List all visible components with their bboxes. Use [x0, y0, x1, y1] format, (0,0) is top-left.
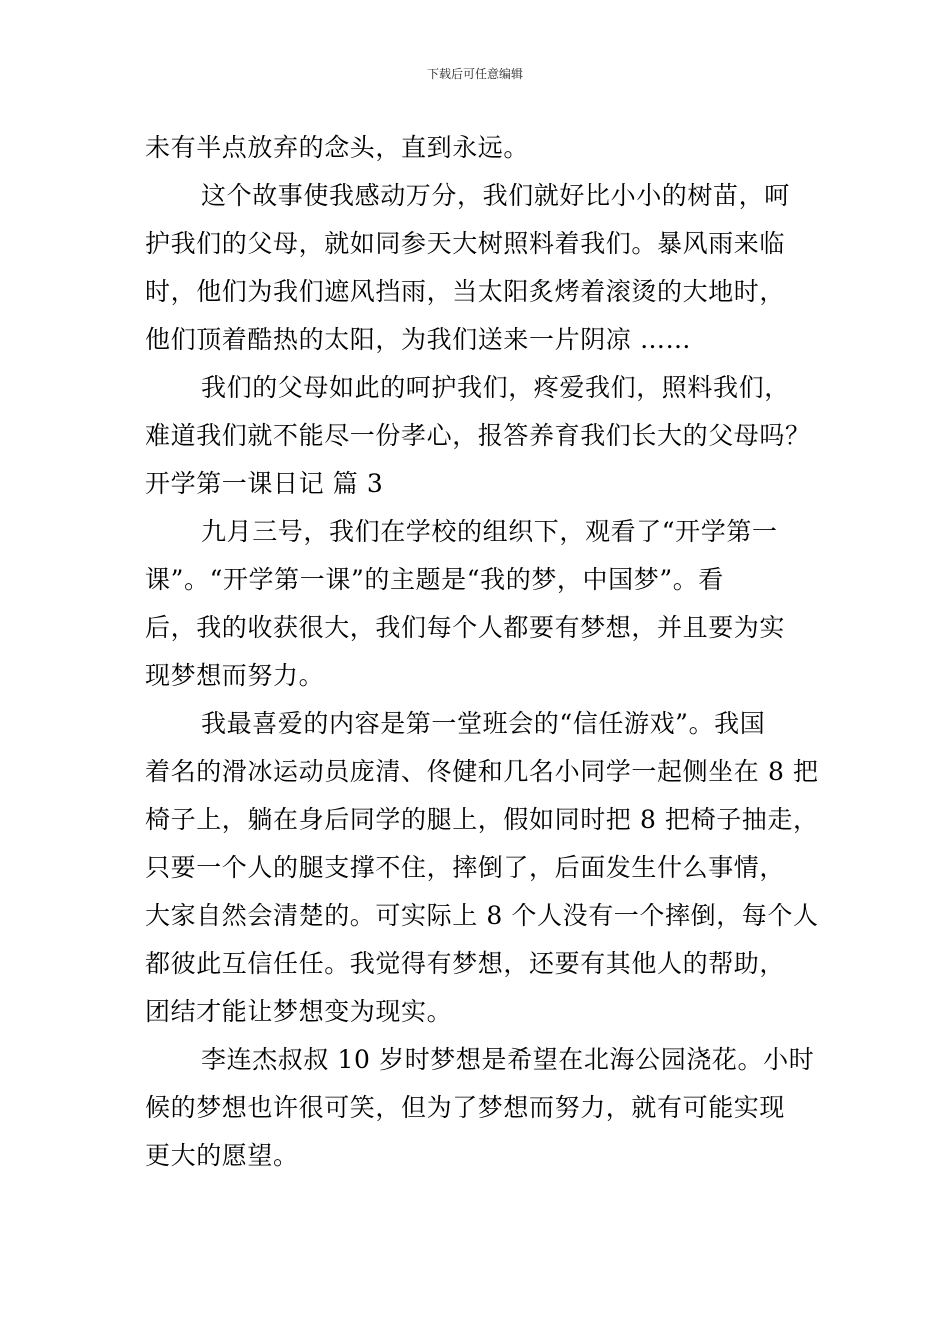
text-line: 更大的愿望。 — [145, 1141, 299, 1170]
text-line: 九月三号，我们在学校的组织下，观看了“开学第一 — [201, 517, 778, 546]
text-line: 只要一个人的腿支撑不住，摔倒了，后面发生什么事情， — [145, 853, 786, 882]
text-line: 未有半点放弃的念头，直到永远。 — [145, 133, 530, 162]
text-line: 时，他们为我们遮风挡雨，当太阳炙烤着滚烫的大地时， — [145, 277, 786, 306]
text-line: 候的梦想也许很可笑，但为了梦想而努力，就有可能实现 — [145, 1093, 786, 1122]
section-heading: 开学第一课日记 篇 3 — [145, 469, 384, 498]
text-line: 课”。“开学第一课”的主题是“我的梦，中国梦”。看 — [145, 565, 724, 594]
text-line: 团结才能让梦想变为现实。 — [145, 997, 453, 1026]
text-line: 后，我的收获很大，我们每个人都要有梦想，并且要为实 — [145, 613, 786, 642]
text-line: 难道我们就不能尽一份孝心，报答养育我们长大的父母吗？ — [145, 421, 811, 450]
text-line: 大家自然会清楚的。可实际上 8 个人没有一个摔倒，每个人 — [145, 901, 819, 930]
text-line: 着名的滑冰运动员庞清、佟健和几名小同学一起侧坐在 8 把 — [145, 757, 819, 786]
text-line: 我最喜爱的内容是第一堂班会的“信任游戏”。我国 — [201, 709, 766, 738]
text-line: 都彼此互信任任。我觉得有梦想，还要有其他人的帮助， — [145, 949, 786, 978]
text-line: 这个故事使我感动万分，我们就好比小小的树苗，呵 — [201, 181, 790, 210]
text-line: 李连杰叔叔 10 岁时梦想是希望在北海公园浇花。小时 — [201, 1045, 815, 1074]
text-line: 护我们的父母，就如同参天大树照料着我们。暴风雨来临 — [145, 229, 786, 258]
text-line: 椅子上，躺在身后同学的腿上，假如同时把 8 把椅子抽走， — [145, 805, 819, 834]
page-header: 下载后可任意编辑 — [426, 67, 523, 81]
text-line: 他们顶着酷热的太阳，为我们送来一片阴凉 …… — [145, 325, 692, 354]
document-body — [145, 124, 819, 1180]
text-line: 现梦想而努力。 — [145, 661, 325, 690]
text-line: 我们的父母如此的呵护我们，疼爱我们，照料我们， — [201, 373, 790, 402]
